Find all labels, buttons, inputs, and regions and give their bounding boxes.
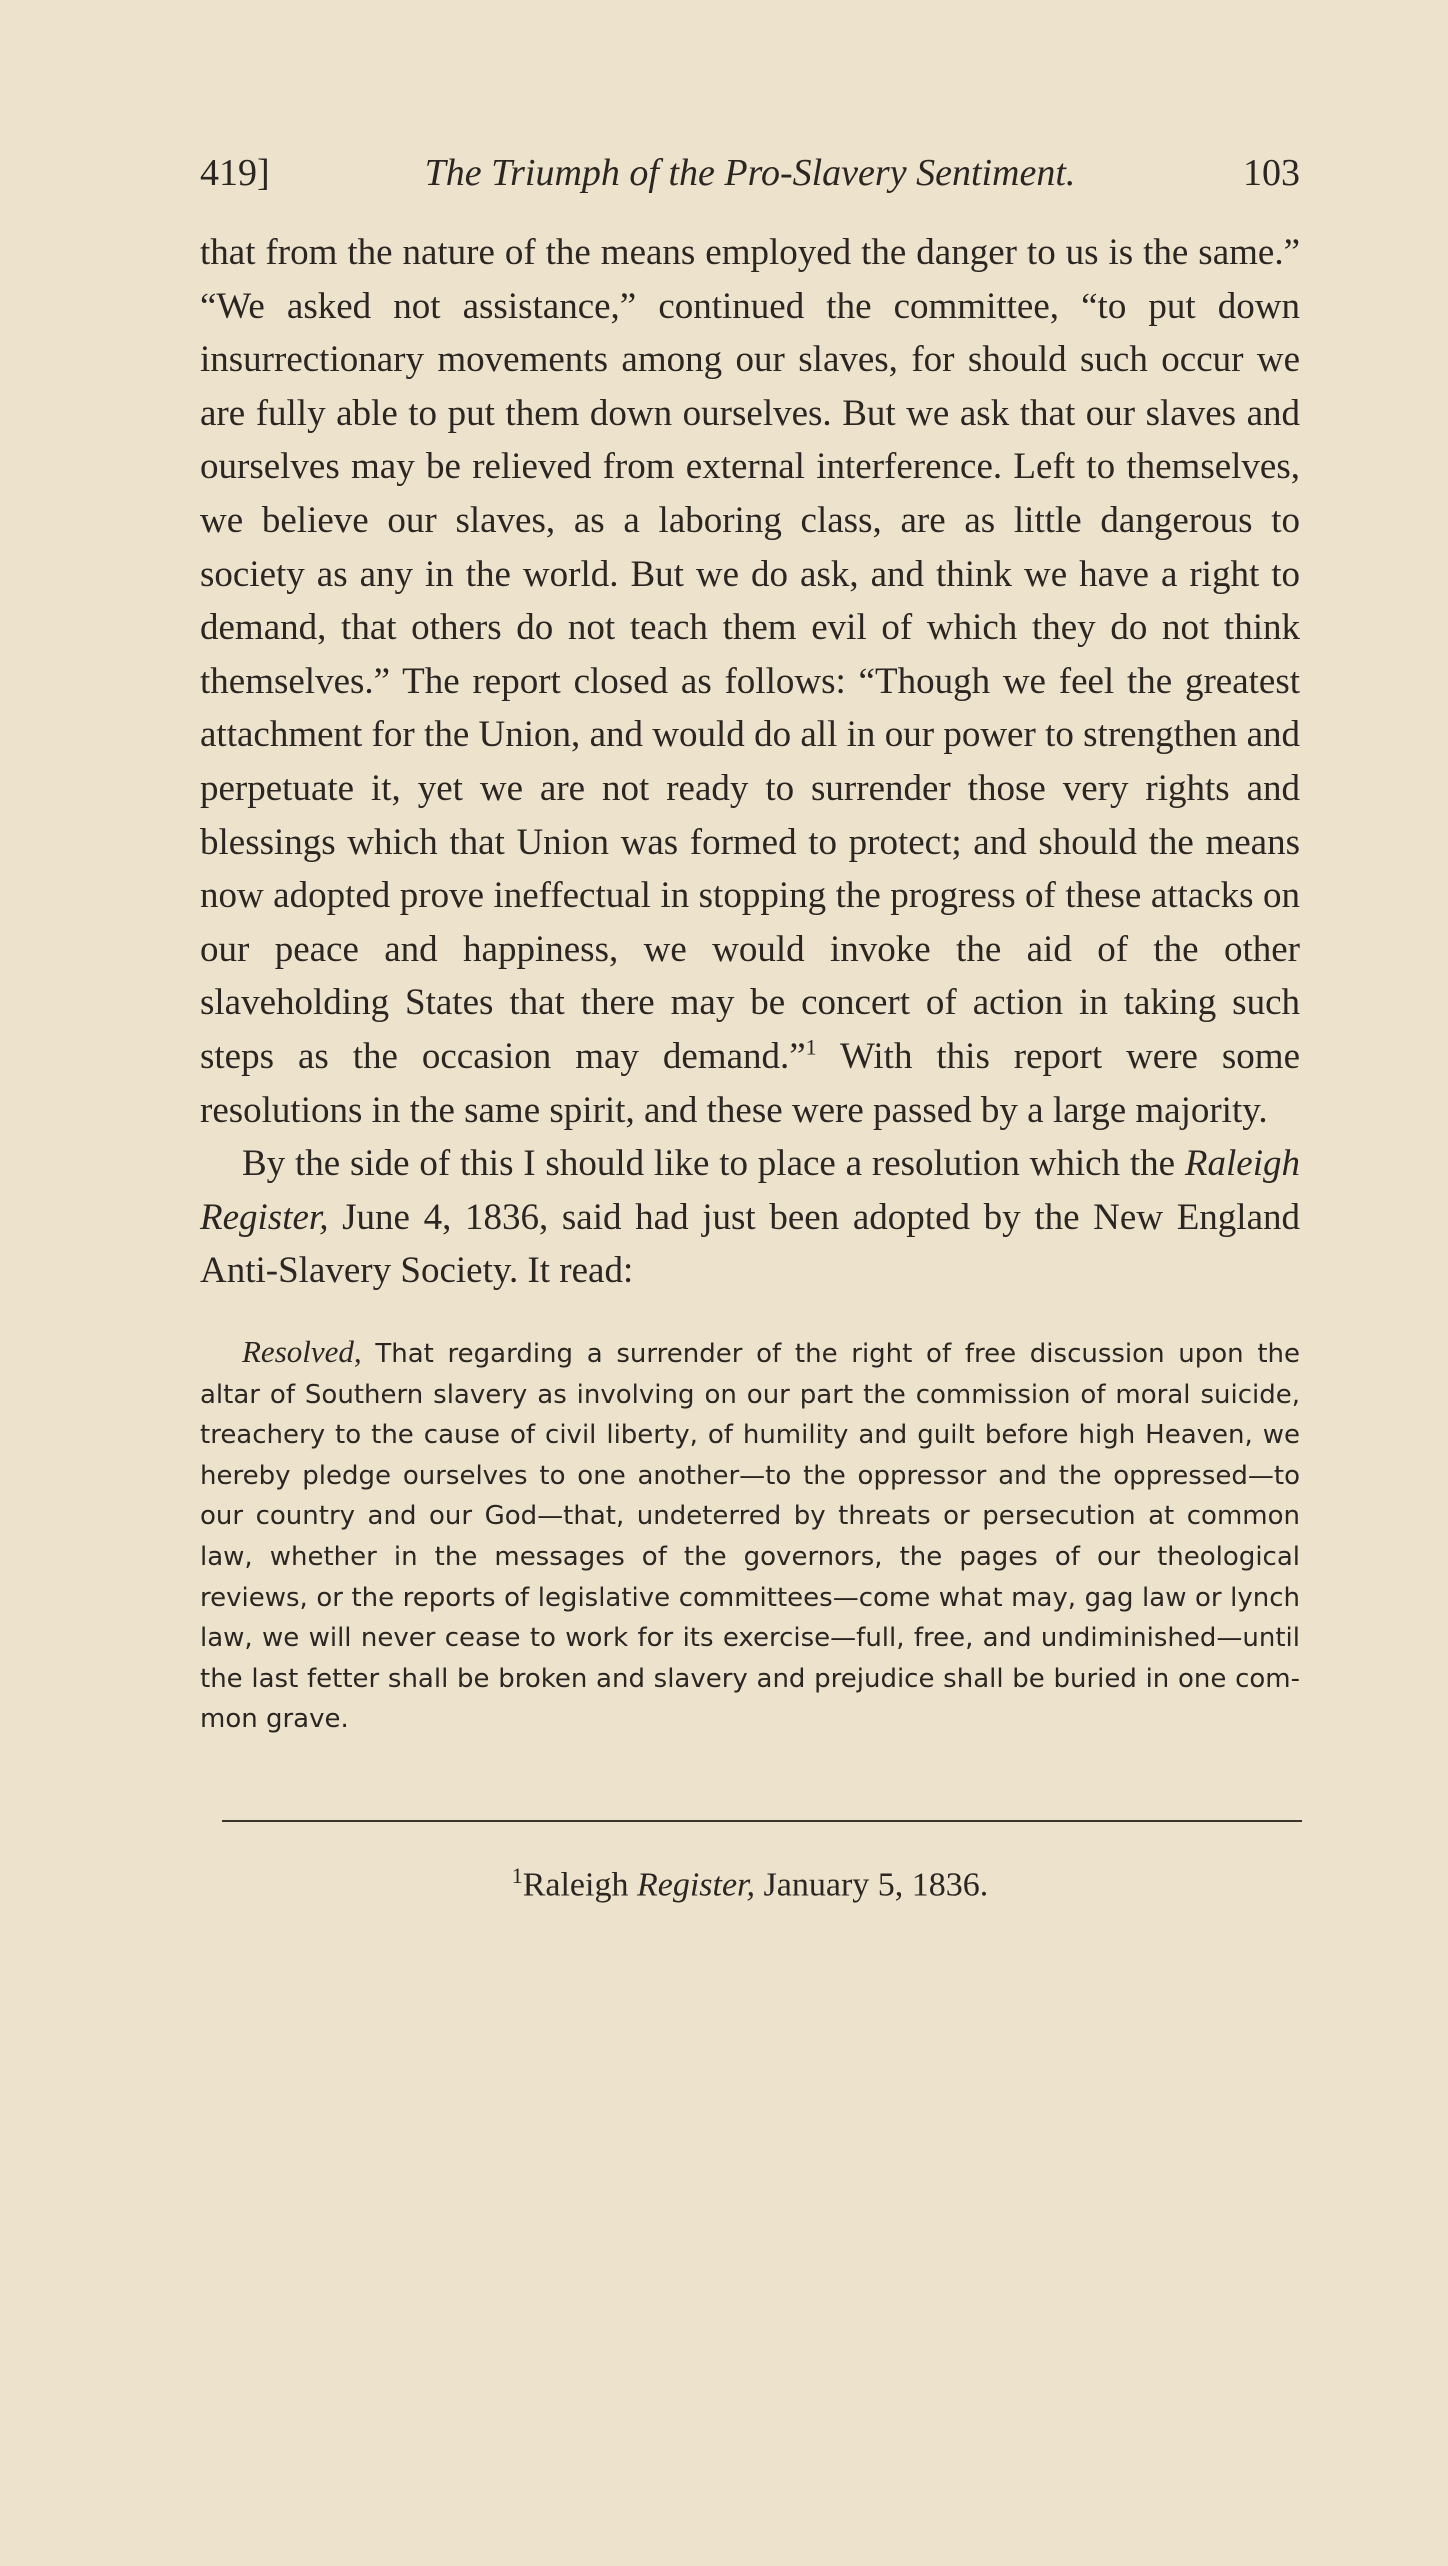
footnote-newspaper-title: Register,: [636, 1866, 756, 1904]
footnote-date: January 5, 1836.: [755, 1866, 989, 1904]
footnote-reference: 1: [805, 1034, 817, 1060]
page-number: 103: [1243, 152, 1300, 194]
resolved-label: Resolved,: [242, 1334, 362, 1369]
paragraph: [200, 1137, 1300, 1298]
paragraph-text: that from the nature of the means employed the danger to us is the same.” “We asked not assistance,” continued the committee, “to put down insurrectionary movements among our slaves, for should such occur we are fully able to put them down ourselves. But we ask that our slaves and ourselves may be relieved from external interference. Left to themselves, we believe our slaves, as a laboring class, are as little dangerous to society as any in the world. But we do ask, and think we have a right to demand, that others do not teach them evil of which they do not think themselves.” The report closed as follows: “Though we feel the greatest attachment for the Union, and would do all in our power to strengthen and perpetuate it, yet we are not ready to surrender those very rights and blessings which that Union was formed to protect; and should the means now adopted prove ineffectual in stopping the progress of these attacks on our peace and happiness, we would invoke the aid of the other slaveholding States that there may be concert of action in taking such steps as the occasion may demand.”: [200, 232, 1300, 1077]
footnote: [200, 1852, 1300, 1909]
running-header: [200, 148, 1300, 198]
paragraph-text-continued: With this report were some resolutions in the same spirit, and these were passed by a large majority.: [200, 1035, 1300, 1131]
paragraph-text-continued: June 4, 1836, said had just been adopted by the New England Anti-Slavery Society. It read:: [200, 1196, 1300, 1292]
footnote-marker: 1: [511, 1863, 523, 1888]
newspaper-title: Raleigh Register,: [200, 1143, 1300, 1238]
paragraph: [200, 226, 1300, 1137]
block-quote: [200, 1332, 1300, 1740]
paragraph-text: By the side of this I should like to place a resolution which the: [242, 1143, 1185, 1185]
running-title: The Triumph of the Pro-Slavery Sentiment.: [424, 152, 1076, 194]
footnote-text: Raleigh: [522, 1866, 637, 1904]
body-text: [200, 226, 1300, 1298]
footnote-divider: [222, 1820, 1302, 1822]
quote-text: That regarding a surrender of the right of free discussion upon the altar of Southern slavery as involving on our part the commission of moral suicide, treachery to the cause of civil liberty, of humility and guilt before high Heaven, we hereby pledge ourselves to one another—to the oppressor and the oppressed—to our country and our God—that, undeterred by threats or persecution at common law, whether in the messages of the governors, the pages of our theological reviews, or the reports of legislative committees—come what may, gag law or lynch law, we will never cease to work for its exercise—full, free, and undiminished—until the last fetter shall be broken and slavery and prejudice shall be buried in one common grave.: [200, 1339, 1300, 1735]
section-number: 419]: [200, 152, 270, 194]
